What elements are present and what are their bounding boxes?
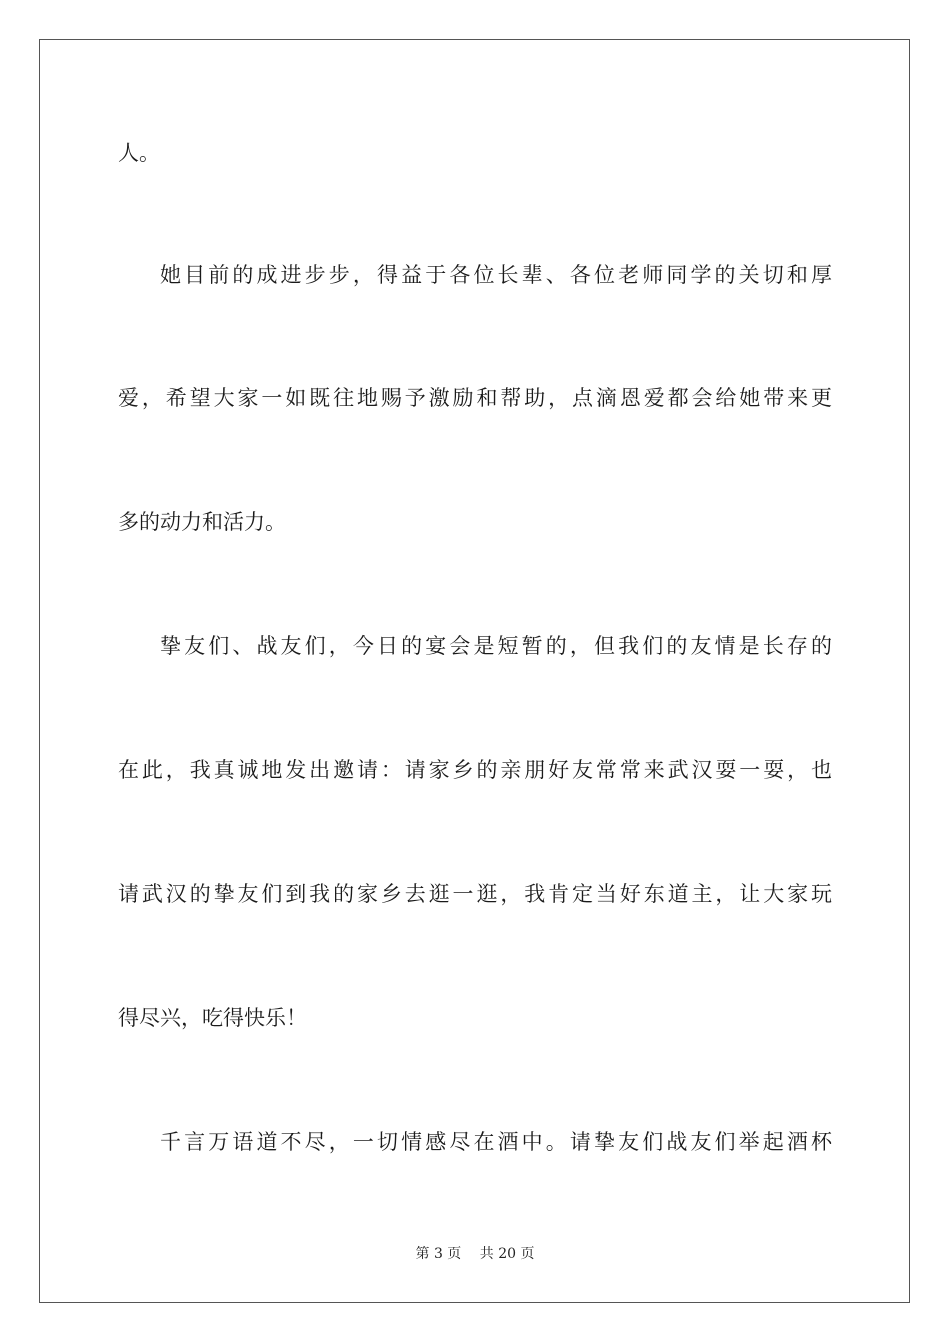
text-line: 在此，我真诚地发出邀请：请家乡的亲朋好友常常来武汉耍一耍，也 (118, 758, 832, 782)
text-line: 爱，希望大家一如既往地赐予激励和帮助，点滴恩爱都会给她带来更 (118, 386, 832, 410)
paragraph-start-line: 挚友们、战友们，今日的宴会是短暂的，但我们的友情是长存的 (160, 634, 832, 658)
paragraph-start-line: 千言万语道不尽，一切情感尽在酒中。请挚友们战友们举起酒杯 (160, 1130, 832, 1154)
paragraph-start-line: 她目前的成进步步，得益于各位长辈、各位老师同学的关切和厚 (160, 263, 832, 287)
text-line: 请武汉的挚友们到我的家乡去逛一逛，我肯定当好东道主，让大家玩 (118, 882, 832, 906)
page-total: 共 20 页 (479, 1246, 535, 1262)
page-border (39, 39, 910, 1303)
page-footer (0, 1245, 950, 1263)
text-line: 人。 (118, 141, 160, 165)
page-number: 第 3 页 (415, 1246, 462, 1262)
text-line: 得尽兴，吃得快乐！ (118, 1006, 307, 1030)
text-line: 多的动力和活力。 (118, 510, 286, 534)
